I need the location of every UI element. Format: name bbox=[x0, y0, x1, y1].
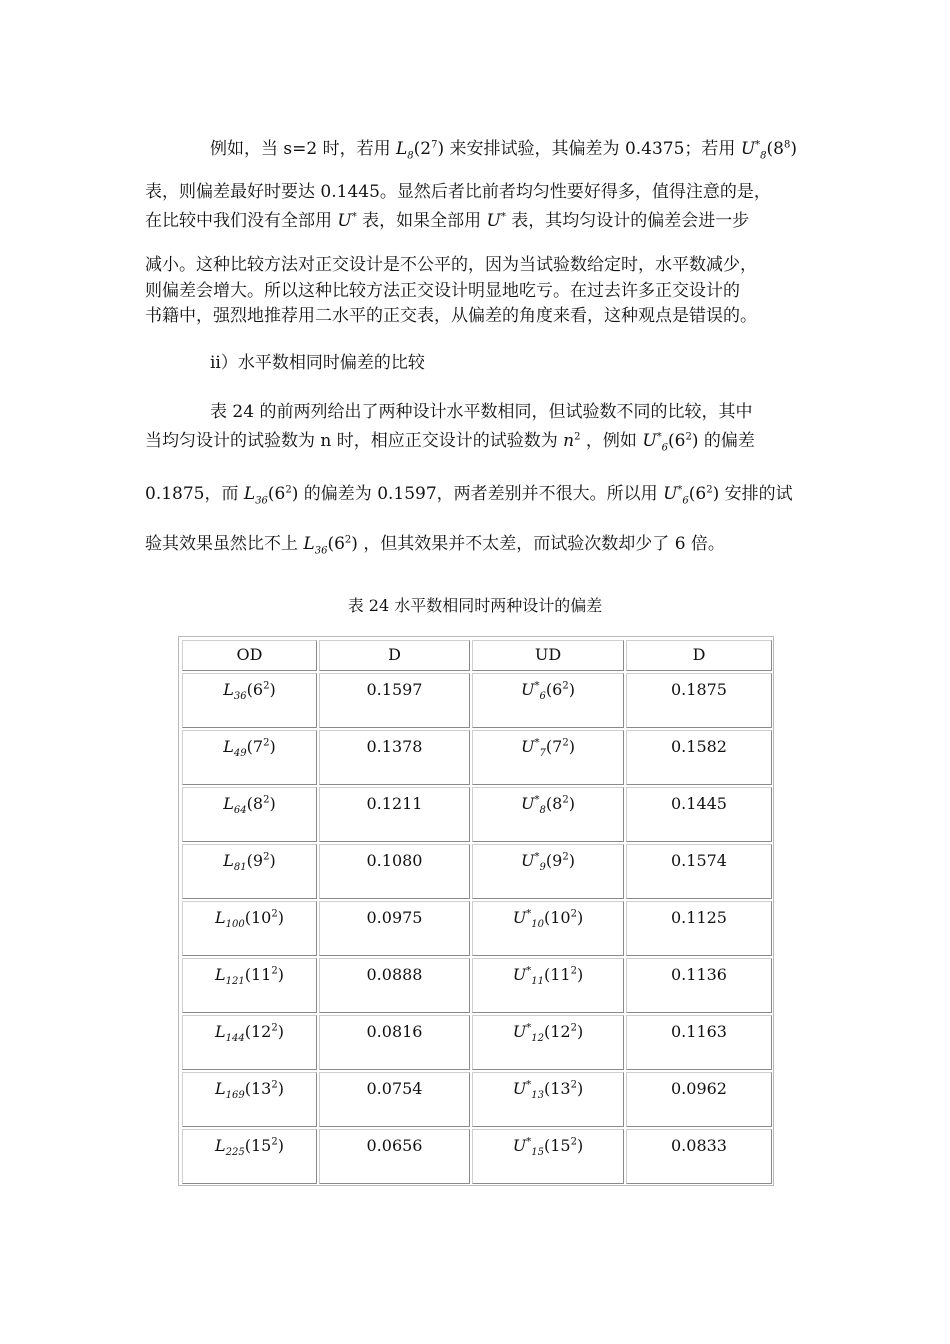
header-od: OD bbox=[182, 640, 317, 671]
table-row bbox=[182, 958, 770, 1013]
formula-u6: $U^*_6(6^2)$ bbox=[642, 431, 699, 454]
od-deviation-cell: 0.0816 bbox=[319, 1015, 470, 1070]
text-span: 表，其均匀设计的偏差会进一步 bbox=[511, 211, 750, 231]
formula-n2: $n^2$ bbox=[563, 431, 581, 451]
ud-formula: $U^*_{10}(10^2)$ bbox=[512, 908, 584, 931]
paragraph-2-line-1: 表 24 的前两列给出了两种设计水平数相同，但试验数不同的比较，其中 bbox=[210, 402, 753, 422]
ud-formula: $U^*_{12}(12^2)$ bbox=[512, 1022, 584, 1045]
header-d-ud: D bbox=[626, 640, 772, 671]
text-span: 验其效果虽然比不上 bbox=[145, 534, 298, 554]
text-span: 表，如果全部用 bbox=[362, 211, 482, 231]
od-formula: $L_{225}(15^2)$ bbox=[215, 1136, 284, 1159]
formula-l36: $L_{36}(6^2)$ bbox=[303, 534, 358, 557]
ud-deviation-cell: 0.1582 bbox=[626, 730, 772, 785]
table-row bbox=[182, 901, 770, 956]
od-formula: $L_{169}(13^2)$ bbox=[215, 1079, 284, 1102]
formula-u-star: U* bbox=[486, 211, 506, 231]
table-body bbox=[182, 640, 770, 1182]
formula-u6: $U^*_6(6^2)$ bbox=[663, 484, 720, 507]
od-design-cell bbox=[182, 673, 317, 728]
text-span: ，但其效果并不太差，而试验次数却少了 6 倍。 bbox=[363, 534, 725, 554]
od-formula: $L_{81}(9^2)$ bbox=[223, 851, 276, 874]
ud-design-cell bbox=[472, 1015, 624, 1070]
ud-design-cell bbox=[472, 844, 624, 899]
od-design-cell bbox=[182, 958, 317, 1013]
table-row bbox=[182, 1129, 770, 1184]
od-design-cell bbox=[182, 1129, 317, 1184]
ud-design-cell bbox=[472, 673, 624, 728]
ud-deviation-cell: 0.0962 bbox=[626, 1072, 772, 1127]
text-span: 来安排试验，其偏差为 0.4375；若用 bbox=[449, 139, 736, 159]
ud-formula: $U^*_{15}(15^2)$ bbox=[512, 1136, 584, 1159]
paragraph-2-line-3 bbox=[145, 479, 793, 506]
table-caption: 表 24 水平数相同时两种设计的偏差 bbox=[347, 596, 603, 615]
table-row bbox=[182, 1072, 770, 1127]
text-span: 当均匀设计的试验数为 n 时，相应正交设计的试验数为 bbox=[145, 431, 558, 451]
od-deviation-cell: 0.1211 bbox=[319, 787, 470, 842]
od-design-cell bbox=[182, 844, 317, 899]
od-deviation-cell: 0.1597 bbox=[319, 673, 470, 728]
ud-deviation-cell: 0.1163 bbox=[626, 1015, 772, 1070]
od-design-cell bbox=[182, 730, 317, 785]
table-row bbox=[182, 787, 770, 842]
od-formula: $L_{49}(7^2)$ bbox=[223, 737, 276, 760]
paragraph-2-line-2 bbox=[145, 426, 755, 453]
subheading-text: ii）水平数相同时偏差的比较 bbox=[210, 353, 425, 373]
paragraph-1-line-6: 书籍中，强烈地推荐用二水平的正交表，从偏差的角度来看，这种观点是错误的。 bbox=[145, 306, 757, 326]
table-header-row bbox=[182, 640, 770, 671]
text-span: 0.1875，而 bbox=[145, 484, 239, 504]
text-span: ，例如 bbox=[585, 431, 637, 451]
paragraph-2-line-4 bbox=[145, 529, 725, 556]
ud-deviation-cell: 0.1136 bbox=[626, 958, 772, 1013]
ud-deviation-cell: 0.1125 bbox=[626, 901, 772, 956]
od-formula: $L_{121}(11^2)$ bbox=[215, 965, 284, 988]
ud-deviation-cell: 0.1875 bbox=[626, 673, 772, 728]
od-design-cell bbox=[182, 787, 317, 842]
paragraph-1-line-2: 表，则偏差最好时要达 0.1445。显然后者比前者均匀性要好得多，值得注意的是， bbox=[145, 182, 771, 202]
od-design-cell bbox=[182, 901, 317, 956]
paragraph-1-line-5: 则偏差会增大。所以这种比较方法正交设计明显地吃亏。在过去许多正交设计的 bbox=[145, 281, 740, 301]
ud-design-cell bbox=[472, 901, 624, 956]
paragraph-1-line-1 bbox=[210, 134, 797, 161]
text-span: 的偏差为 0.1597，两者差别并不很大。所以用 bbox=[303, 484, 658, 504]
od-deviation-cell: 0.0888 bbox=[319, 958, 470, 1013]
ud-formula: $U^*_7(7^2)$ bbox=[521, 737, 575, 760]
od-formula: $L_{144}(12^2)$ bbox=[215, 1022, 284, 1045]
od-formula: $L_{100}(10^2)$ bbox=[215, 908, 284, 931]
ud-formula: $U^*_{11}(11^2)$ bbox=[512, 965, 584, 988]
formula-u8: $U^*_8(8^8)$ bbox=[740, 139, 798, 162]
ud-design-cell bbox=[472, 730, 624, 785]
od-deviation-cell: 0.1378 bbox=[319, 730, 470, 785]
od-formula: $L_{36}(6^2)$ bbox=[223, 680, 276, 703]
deviation-table bbox=[178, 636, 774, 1186]
od-deviation-cell: 0.0754 bbox=[319, 1072, 470, 1127]
formula-l36: $L_{36}(6^2)$ bbox=[243, 484, 299, 507]
ud-deviation-cell: 0.1445 bbox=[626, 787, 772, 842]
ud-design-cell bbox=[472, 1072, 624, 1127]
table-row bbox=[182, 844, 770, 899]
paragraph-1-line-3 bbox=[145, 206, 749, 231]
header-d-od: D bbox=[319, 640, 470, 671]
text-span: 在比较中我们没有全部用 bbox=[145, 211, 332, 231]
od-deviation-cell: 0.0656 bbox=[319, 1129, 470, 1184]
od-design-cell bbox=[182, 1072, 317, 1127]
ud-formula: $U^*_6(6^2)$ bbox=[521, 680, 575, 703]
table-row bbox=[182, 1015, 770, 1070]
formula-l8: $L_8(2^7)$ bbox=[396, 139, 445, 162]
ud-deviation-cell: 0.0833 bbox=[626, 1129, 772, 1184]
ud-design-cell bbox=[472, 1129, 624, 1184]
table-row bbox=[182, 730, 770, 785]
ud-formula: $U^*_9(9^2)$ bbox=[521, 851, 575, 874]
text-span: 例如，当 s=2 时，若用 bbox=[210, 139, 391, 159]
ud-deviation-cell: 0.1574 bbox=[626, 844, 772, 899]
ud-design-cell bbox=[472, 958, 624, 1013]
ud-formula: $U^*_8(8^2)$ bbox=[521, 794, 575, 817]
text-span: 的偏差 bbox=[703, 431, 755, 451]
text-span: 安排的试 bbox=[724, 484, 793, 504]
ud-design-cell bbox=[472, 787, 624, 842]
od-design-cell bbox=[182, 1015, 317, 1070]
od-deviation-cell: 0.1080 bbox=[319, 844, 470, 899]
header-ud: UD bbox=[472, 640, 624, 671]
paragraph-1-line-4: 减小。这种比较方法对正交设计是不公平的，因为当试验数给定时，水平数减少， bbox=[145, 255, 757, 275]
formula-u-star: U* bbox=[337, 211, 357, 231]
table-row bbox=[182, 673, 770, 728]
od-deviation-cell: 0.0975 bbox=[319, 901, 470, 956]
od-formula: $L_{64}(8^2)$ bbox=[223, 794, 276, 817]
ud-formula: $U^*_{13}(13^2)$ bbox=[512, 1079, 584, 1102]
